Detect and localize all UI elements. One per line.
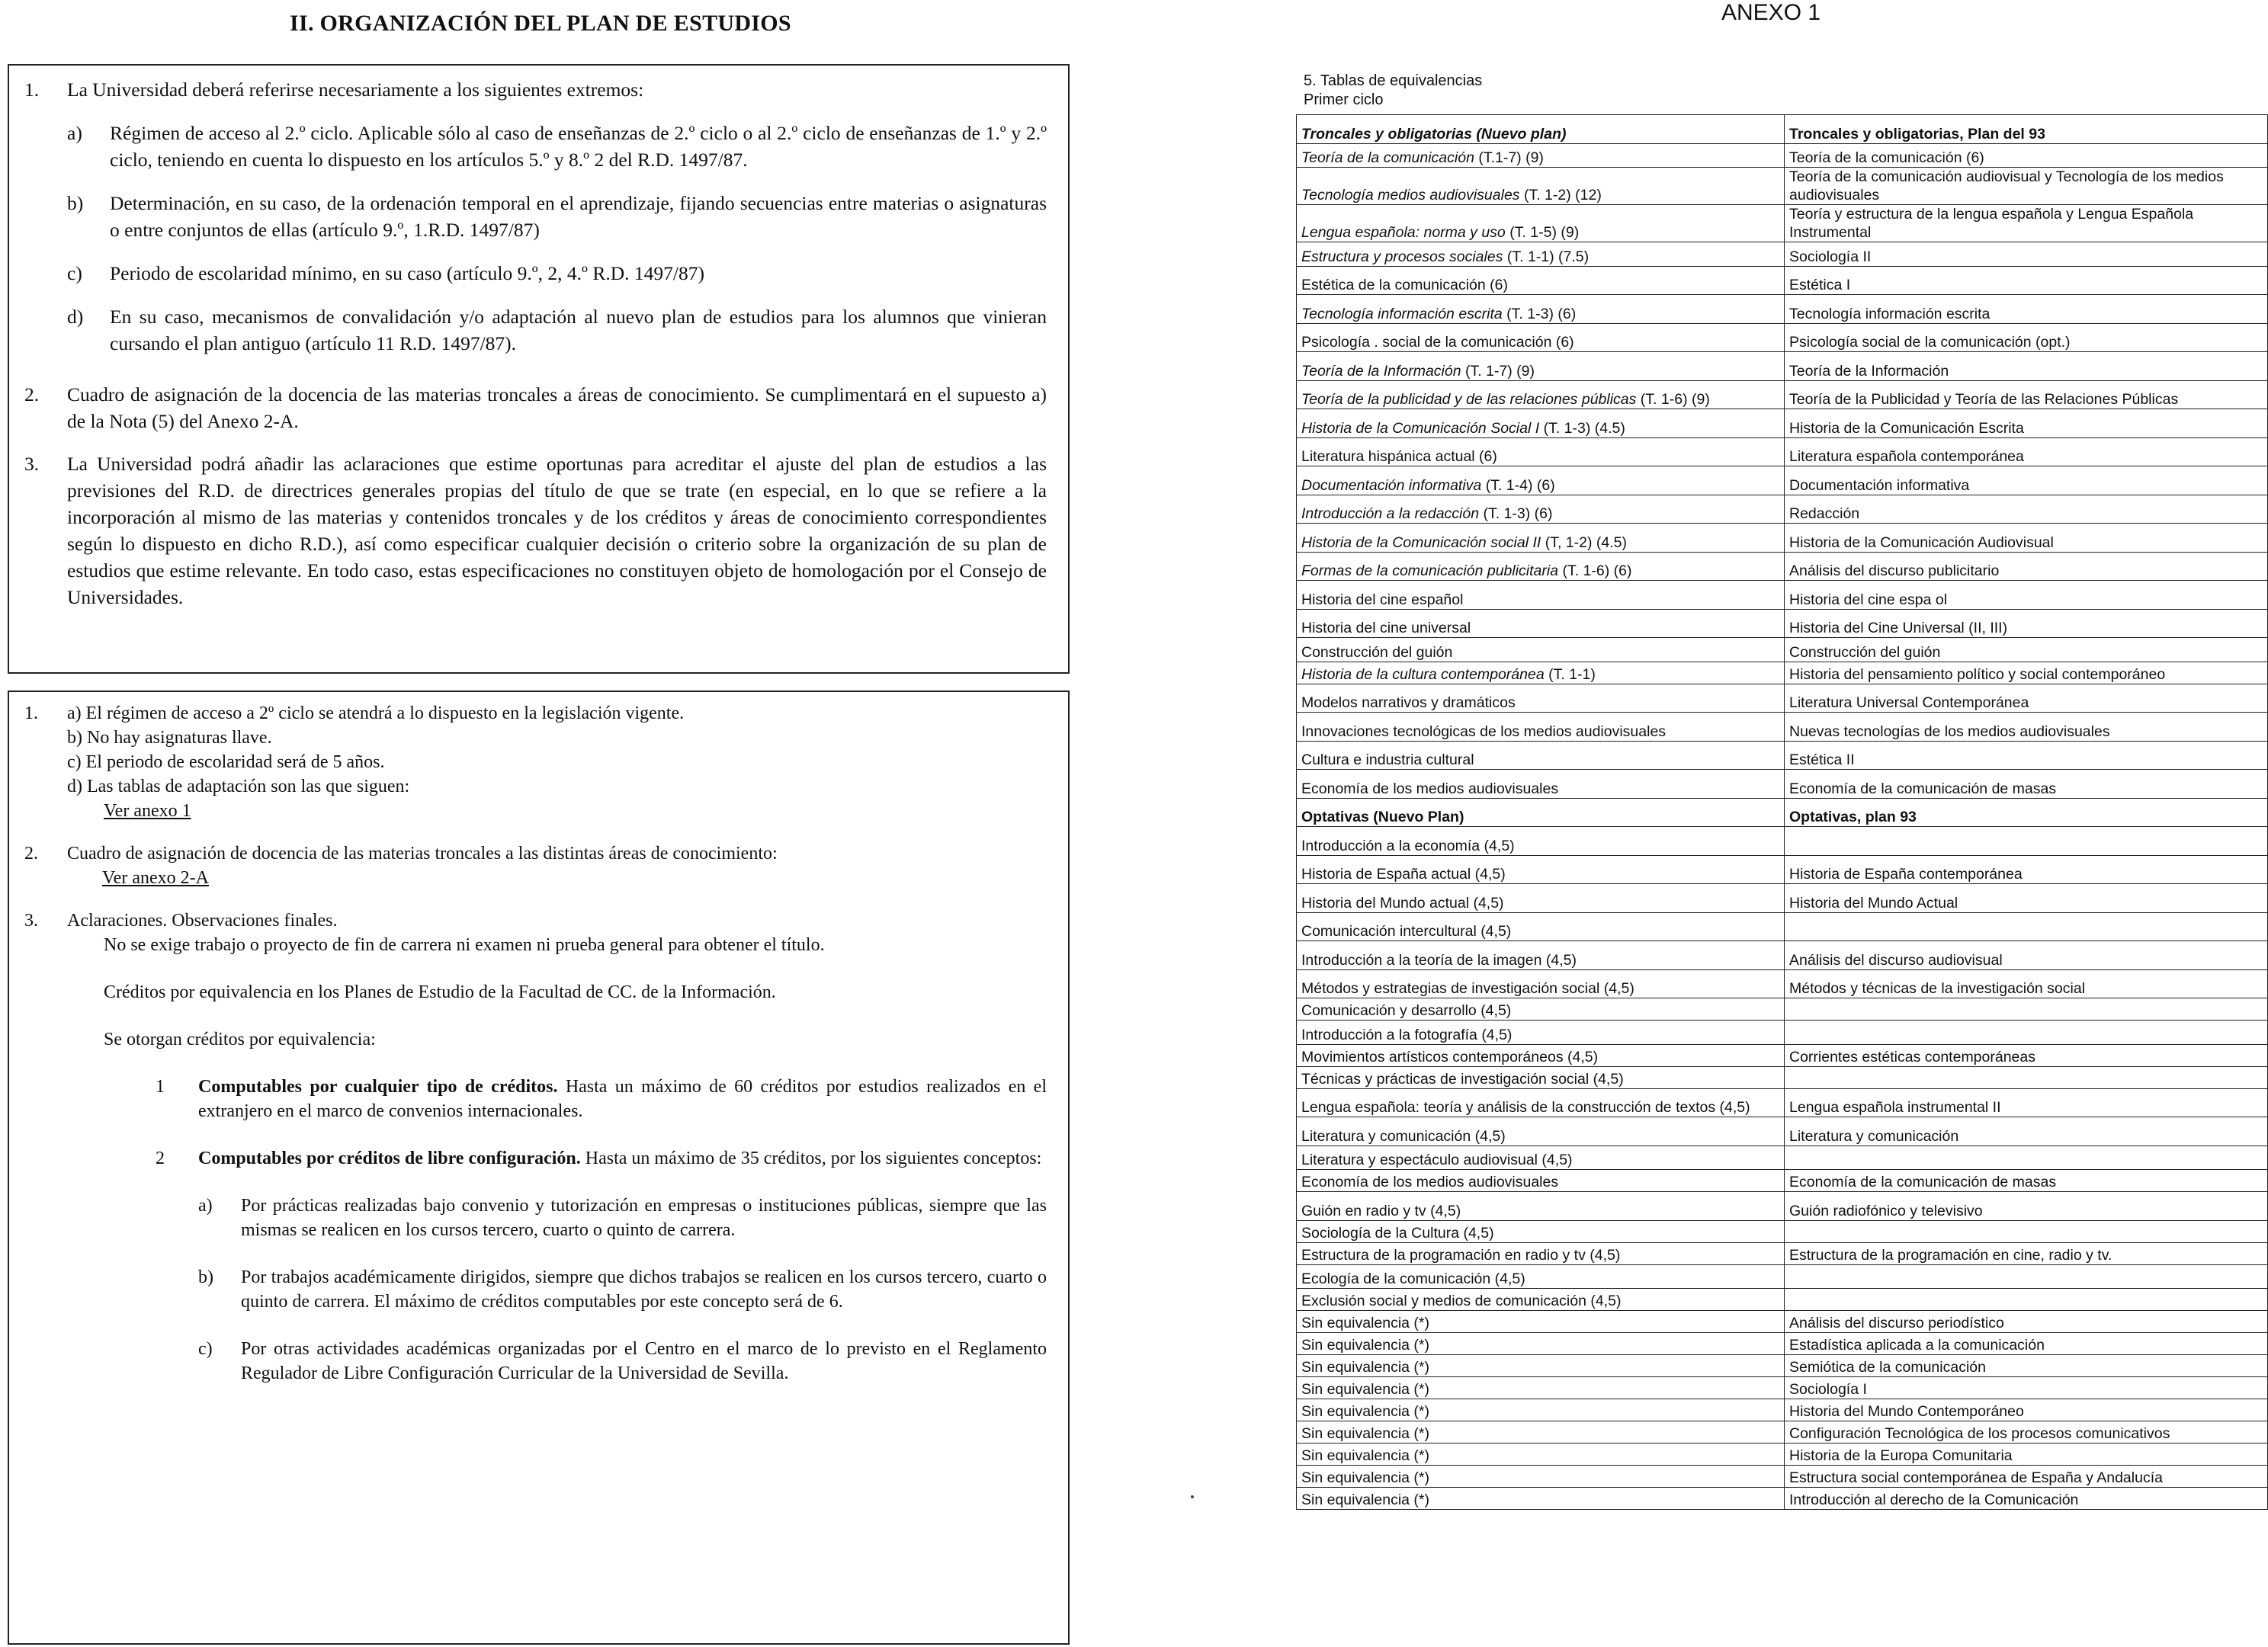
subject-name: Construcción del guión [1301,643,1453,661]
item-text: Cuadro de asignación de la docencia de las materias troncales a áreas de conocimiento. Se cumplimentará en el supuesto a) de la Nota (5) del Anexo 2-A. [67,383,1047,432]
item-number: 3. [24,453,40,475]
new-plan-cell [1297,1242,1785,1264]
subject-name: Estructura y procesos sociales [1301,248,1503,265]
credit-point [156,1075,1047,1123]
old-plan-cell: Troncales y obligatorias, Plan del 93 [1785,115,2268,144]
note-paragraph: Créditos por equivalencia en los Planes de Estudio de la Facultad de CC. de la Información. [104,982,776,1002]
new-plan-cell [1297,662,1785,684]
subject-name: Teoría de la publicidad y de las relaciones públicas [1301,391,1637,408]
old-plan-cell: Historia del Mundo Actual [1785,884,2268,913]
note-paragraph: No se exige trabajo o proyecto de fin de carrera ni examen ni prueba general para obtener el título. [104,935,825,955]
sub-item-letter: a) [67,122,82,144]
subject-name: Economía de los medios audiovisuales [1301,780,1559,797]
table-row [1297,295,2268,324]
new-plan-cell [1297,638,1785,662]
subject-name: Sin equivalencia (*) [1301,1359,1430,1376]
table-row [1297,1264,2268,1289]
subject-name: Lengua española: teoría y análisis de la construcción de textos (4,5) [1301,1099,1750,1116]
old-plan-cell: Configuración Tecnológica de los procesos comunicativos [1785,1421,2268,1444]
subject-name: Sin equivalencia (*) [1301,1403,1430,1420]
instruction-item-2 [24,381,1047,434]
table-row [1297,1220,2268,1242]
subject-name: Sin equivalencia (*) [1301,1447,1430,1464]
table-row [1297,998,2268,1021]
subject-name: Introducción a la economía (4,5) [1301,837,1515,854]
old-plan-cell: Historia de la Comunicación Escrita [1785,409,2268,438]
table-row [1297,662,2268,684]
subject-credits: (T. 1-6) (6) [1558,562,1632,579]
table-row [1297,1044,2268,1066]
table-row [1297,205,2268,242]
table-header-row [1297,115,2268,144]
table-row [1297,168,2268,205]
subject-credits: (T.1-7) (9) [1474,149,1544,166]
subject-name: Sin equivalencia (*) [1301,1337,1430,1354]
old-plan-cell: Economía de la comunicación de masas [1785,770,2268,799]
old-plan-cell: Estructura de la programación en cine, radio y tv. [1785,1242,2268,1264]
answer-item-2 [24,841,1047,890]
old-plan-cell: Historia del pensamiento político y social contemporáneo [1785,662,2268,684]
old-plan-cell: Historia de España contemporánea [1785,855,2268,884]
subject-name: Modelos narrativos y dramáticos [1301,694,1516,711]
table-row [1297,1289,2268,1311]
table-row [1297,1355,2268,1377]
old-plan-cell: Historia del Mundo Contemporáneo [1785,1399,2268,1421]
old-plan-cell [1785,1289,2268,1311]
subject-name: Historia del Mundo actual (4,5) [1301,894,1504,912]
old-plan-cell [1785,1021,2268,1045]
old-plan-cell: Lengua española instrumental II [1785,1088,2268,1117]
table-row [1297,1488,2268,1510]
subject-name: Tecnología medios audiovisuales [1301,187,1520,203]
subject-name: Sociología de la Cultura (4,5) [1301,1224,1494,1242]
table-row [1297,855,2268,884]
new-plan-cell [1297,205,1785,242]
subject-name: Innovaciones tecnológicas de los medios audiovisuales [1301,723,1667,740]
new-plan-cell [1297,1170,1785,1192]
subject-name: Psicología . social de la comunicación (6) [1301,334,1574,351]
old-plan-cell: Optativas, plan 93 [1785,798,2268,827]
instruction-item-1 [24,76,1047,357]
old-plan-cell: Tecnología información escrita [1785,295,2268,324]
subject-name: Comunicación y desarrollo (4,5) [1301,1002,1512,1019]
concept-letter: a) [198,1196,213,1216]
scan-dot [1191,1495,1194,1498]
subject-name: Métodos y estrategias de investigación social (4,5) [1301,980,1634,997]
old-plan-cell: Redacción [1785,495,2268,524]
page-title: II. ORGANIZACIÓN DEL PLAN DE ESTUDIOS [290,11,791,36]
table-row [1297,609,2268,638]
old-plan-cell: Documentación informativa [1785,466,2268,495]
new-plan-cell [1297,1333,1785,1355]
new-plan-cell [1297,1355,1785,1377]
subject-name: Literatura y comunicación (4,5) [1301,1127,1506,1145]
point-body: Hasta un máximo de 60 créditos por estudios realizados en el extranjero en el marco de convenios internacionales. [198,1077,1047,1121]
subject-name: Teoría de la comunicación [1301,149,1474,166]
subject-name: Historia del cine universal [1301,620,1471,636]
old-plan-cell: Historia del cine espa ol [1785,581,2268,610]
new-plan-cell [1297,242,1785,267]
old-plan-cell: Semiótica de la comunicación [1785,1355,2268,1377]
subject-credits: (T. 1-4) (6) [1481,476,1555,494]
concept-text: Por trabajos académicamente dirigidos, siempre que dichos trabajos se realicen en los cursos tercero, cuarto o quinto de carrera. El máximo de créditos computables por este concepto será de 6. [241,1267,1047,1312]
item-number: 1. [24,79,40,101]
new-plan-cell [1297,713,1785,742]
old-plan-cell [1785,912,2268,941]
old-plan-cell: Literatura Universal Contemporánea [1785,684,2268,713]
new-plan-cell [1297,437,1785,466]
new-plan-cell [1297,770,1785,799]
new-plan-cell [1297,1021,1785,1045]
new-plan-cell [1297,1044,1785,1066]
table-row [1297,969,2268,998]
subject-name: Sin equivalencia (*) [1301,1425,1430,1442]
old-plan-cell: Análisis del discurso publicitario [1785,552,2268,581]
item-number: 2. [24,383,40,405]
table-row [1297,1117,2268,1146]
subject-name: Sin equivalencia (*) [1301,1381,1430,1398]
new-plan-cell [1297,323,1785,352]
new-plan-cell [1297,266,1785,295]
table-row [1297,684,2268,713]
old-plan-cell [1785,1066,2268,1088]
table-row [1297,1088,2268,1117]
new-plan-cell [1297,1311,1785,1333]
sub-item-text: Determinación, en su caso, de la ordenación temporal en el aprendizaje, fijando secuencias entre materias o asignaturas o entre conjuntos de ellas (artículo 9.º, 1.R.D. 1497/87) [110,192,1047,241]
table-row [1297,1242,2268,1264]
old-plan-cell: Teoría de la comunicación audiovisual y Tecnología de los medios audiovisuales [1785,168,2268,205]
annex-heading: ANEXO 1 [1721,0,1821,25]
table-row [1297,437,2268,466]
new-plan-cell [1297,409,1785,438]
old-plan-cell [1785,1146,2268,1170]
old-plan-cell: Sociología I [1785,1377,2268,1399]
table-row [1297,242,2268,267]
item-text: Cuadro de asignación de docencia de las materias troncales a las distintas áreas de conocimiento: [67,844,778,864]
subject-credits: (T. 1-5) (9) [1505,224,1580,241]
subject-credits: (T. 1-3) (6) [1479,505,1553,522]
subject-credits: (T. 1-7) (9) [1461,362,1535,380]
subject-name: Sin equivalencia (*) [1301,1469,1430,1486]
subject-name: Formas de la comunicación publicitaria [1301,562,1559,579]
subject-name: Teoría de la Información [1301,362,1461,380]
table-row [1297,770,2268,799]
table-row [1297,1377,2268,1399]
subject-name: Economía de los medios audiovisuales [1301,1174,1559,1190]
new-plan-cell [1297,168,1785,205]
concept-text: Por prácticas realizadas bajo convenio y tutorización en empresas o instituciones públicas, siempre que las mismas se realicen en los cursos tercero, cuarto o quinto de carrera. [241,1196,1047,1240]
subject-name: Literatura hispánica actual (6) [1301,448,1497,465]
subject-name: Literatura y espectáculo audiovisual (4,5) [1301,1152,1573,1168]
table-row [1297,713,2268,742]
old-plan-cell: Estadística aplicada a la comunicación [1785,1333,2268,1355]
table-row [1297,1399,2268,1421]
subject-name: Optativas (Nuevo Plan) [1301,809,1464,825]
table-row [1297,1170,2268,1192]
subject-name: Historia de la Comunicación Social I [1301,419,1540,437]
note-paragraph: Se otorgan créditos por equivalencia: [104,1030,376,1049]
annex-2a-link[interactable]: Ver anexo 2-A [102,868,209,888]
new-plan-cell [1297,1421,1785,1444]
subject-credits: (T. 1-1) [1544,665,1596,683]
old-plan-cell: Análisis del discurso audiovisual [1785,941,2268,970]
concept-item [198,1194,1047,1242]
subject-name: Sin equivalencia (*) [1301,1315,1430,1331]
new-plan-cell [1297,581,1785,610]
table-row [1297,941,2268,970]
subject-name: Cultura e industria cultural [1301,751,1474,768]
sub-item [67,120,1047,173]
new-plan-cell [1297,466,1785,495]
subject-name: Lengua española: norma y uso [1301,224,1506,241]
concept-item [198,1337,1047,1386]
new-plan-cell [1297,295,1785,324]
new-plan-cell [1297,969,1785,998]
table-row [1297,827,2268,856]
equivalence-table [1296,114,2268,1510]
new-plan-cell [1297,380,1785,409]
sub-item [67,260,1047,287]
item-text: La Universidad deberá referirse necesariamente a los siguientes extremos: [67,79,644,101]
subject-name: Historia del cine español [1301,591,1464,608]
subject-name: Estética de la comunicación (6) [1301,277,1508,293]
answers-box [8,691,1070,1645]
old-plan-cell: Historia del Cine Universal (II, III) [1785,609,2268,638]
subject-credits: (T, 1-2) (4.5) [1541,534,1627,551]
table-row [1297,1066,2268,1088]
subject-name: Exclusión social y medios de comunicación (4,5) [1301,1293,1622,1309]
answer-line: a) El régimen de acceso a 2º ciclo se atendrá a lo dispuesto en la legislación vigente. [67,703,685,723]
new-plan-cell [1297,1088,1785,1117]
sub-item-text: Régimen de acceso al 2.º ciclo. Aplicable sólo al caso de enseñanzas de 2.º ciclo o al 2.º ciclo de enseñanzas de 1.º y 2.º ciclo, teniendo en cuenta lo dispuesto en los artículos 5.º y 8.º 2 del R.D. 1497/87. [110,122,1047,171]
concept-letter: c) [198,1339,213,1359]
new-plan-cell [1297,115,1785,144]
subject-name: Guión en radio y tv (4,5) [1301,1202,1461,1219]
old-plan-cell: Literatura española contemporánea [1785,437,2268,466]
item-number: 3. [24,911,38,931]
sub-item-text: Periodo de escolaridad mínimo, en su caso (artículo 9.º, 2, 4.º R.D. 1497/87) [110,262,704,284]
sub-item-letter: d) [67,306,84,328]
table-row [1297,266,2268,295]
old-plan-cell: Psicología social de la comunicación (opt.) [1785,323,2268,352]
new-plan-cell [1297,1289,1785,1311]
caption-line: 5. Tablas de equivalencias [1304,72,1483,89]
table-row [1297,1021,2268,1045]
new-plan-cell [1297,1117,1785,1146]
sub-item-text: En su caso, mecanismos de convalidación y/o adaptación al nuevo plan de estudios para los alumnos que vinieran cursando el plan antiguo (artículo 11 R.D. 1497/87). [110,306,1047,354]
old-plan-cell: Historia de la Europa Comunitaria [1785,1444,2268,1466]
subject-name: Movimientos artísticos contemporáneos (4,5) [1301,1048,1599,1065]
subject-credits: (T. 1-1) (7.5) [1503,248,1590,265]
answer-item-3 [24,908,1047,1386]
sub-item [67,303,1047,357]
new-plan-cell [1297,998,1785,1021]
new-plan-cell [1297,741,1785,770]
new-plan-cell [1297,884,1785,913]
subject-name: Historia de España actual (4,5) [1301,866,1506,883]
new-plan-cell [1297,609,1785,638]
table-row [1297,323,2268,352]
sub-item-letter: c) [67,262,82,284]
item-text: La Universidad podrá añadir las aclaraciones que estime oportunas para acreditar el ajuste del plan de estudios a las previsiones del R.D. de directrices generales propias del título de que se trate (en especial, en lo que se refiere a la incorporación al mismo de las materias y contenidos troncales y de los créditos y áreas de conocimiento correspondientes según lo dispuesto en dicho R.D.), así como especificar cualquier decisión o criterio sobre la organización de su plan de estudios que estime relevante. En todo caso, estas especificaciones no constituyen objeto de homologación por el Consejo de Universidades. [67,453,1047,608]
point-body: Hasta un máximo de 35 créditos, por los siguientes conceptos: [580,1149,1042,1168]
instructions-box [8,64,1070,674]
new-plan-cell [1297,1488,1785,1510]
instruction-item-3 [24,450,1047,610]
new-plan-cell [1297,1192,1785,1221]
table-row [1297,581,2268,610]
sub-item [67,190,1047,243]
new-plan-cell [1297,352,1785,381]
old-plan-cell: Estructura social contemporánea de España y Andalucía [1785,1466,2268,1488]
credit-point [156,1146,1047,1171]
table-header-row [1297,798,2268,827]
table-row [1297,1421,2268,1444]
old-plan-cell: Estética II [1785,741,2268,770]
subject-name: Historia de la Comunicación social II [1301,534,1541,551]
subject-name: Introducción a la redacción [1301,505,1480,522]
table-row [1297,552,2268,581]
old-plan-cell: Corrientes estéticas contemporáneas [1785,1044,2268,1066]
new-plan-cell [1297,1220,1785,1242]
new-plan-cell [1297,1066,1785,1088]
item-number: 1. [24,703,38,723]
new-plan-cell [1297,1444,1785,1466]
table-row [1297,409,2268,438]
table-row [1297,466,2268,495]
point-text [198,1075,1047,1123]
table-row [1297,912,2268,941]
caption-line: Primer ciclo [1304,91,1384,108]
answer-line: c) El periodo de escolaridad será de 5 años. [67,752,385,772]
new-plan-cell [1297,1466,1785,1488]
old-plan-cell: Sociología II [1785,242,2268,267]
subject-credits: (T. 1-3) (6) [1502,305,1577,322]
old-plan-cell: Teoría de la comunicación (6) [1785,143,2268,168]
new-plan-cell [1297,552,1785,581]
subject-name: Historia de la cultura contemporánea [1301,665,1545,683]
table-row [1297,524,2268,553]
subject-credits: (T. 1-6) (9) [1636,391,1710,408]
table-row [1297,1311,2268,1333]
table-row [1297,1444,2268,1466]
subject-name: Comunicación intercultural (4,5) [1301,923,1512,940]
old-plan-cell: Historia de la Comunicación Audiovisual [1785,524,2268,553]
annex-1-link[interactable]: Ver anexo 1 [104,801,191,821]
subject-name: Tecnología información escrita [1301,305,1503,322]
point-heading: Computables por créditos de libre configuración. [198,1149,581,1168]
table-row [1297,143,2268,168]
old-plan-cell: Teoría de la Publicidad y Teoría de las Relaciones Públicas [1785,380,2268,409]
point-text [198,1146,1047,1171]
point-heading: Computables por cualquier tipo de créditos. [198,1077,558,1097]
subject-credits: (T. 1-2) (12) [1519,187,1602,203]
table-row [1297,1333,2268,1355]
table-row [1297,1192,2268,1221]
concept-letter: b) [198,1267,213,1287]
table-row [1297,495,2268,524]
old-plan-cell [1785,827,2268,856]
old-plan-cell: Análisis del discurso periodístico [1785,1311,2268,1333]
subject-name: Introducción a la teoría de la imagen (4,5) [1301,951,1577,969]
table-row [1297,884,2268,913]
item-heading: Aclaraciones. Observaciones finales. [67,911,338,931]
subject-name: Técnicas y prácticas de investigación social (4,5) [1301,1070,1624,1088]
old-plan-cell: Introducción al derecho de la Comunicación [1785,1488,2268,1510]
new-plan-cell [1297,495,1785,524]
old-plan-cell: Literatura y comunicación [1785,1117,2268,1146]
table-caption [1304,72,1482,110]
new-plan-cell [1297,941,1785,970]
new-plan-cell [1297,143,1785,168]
old-plan-cell: Nuevas tecnologías de los medios audiovisuales [1785,713,2268,742]
new-plan-cell [1297,1399,1785,1421]
subject-name: Documentación informativa [1301,476,1482,494]
old-plan-cell [1785,1264,2268,1289]
point-number: 1 [156,1077,165,1097]
table-row [1297,1466,2268,1488]
subject-name: Introducción a la fotografía (4,5) [1301,1026,1513,1043]
new-plan-cell [1297,798,1785,827]
old-plan-cell: Estética I [1785,266,2268,295]
new-plan-cell [1297,912,1785,941]
table-row [1297,741,2268,770]
new-plan-cell [1297,524,1785,553]
new-plan-cell [1297,855,1785,884]
subject-credits: (T. 1-3) (4.5) [1539,419,1625,437]
subject-name: Estructura de la programación en radio y tv (4,5) [1301,1246,1621,1264]
subject-name: Troncales y obligatorias (Nuevo plan) [1301,125,1567,143]
new-plan-cell [1297,1146,1785,1170]
new-plan-cell [1297,1264,1785,1289]
old-plan-cell [1785,998,2268,1021]
subject-name: Sin equivalencia (*) [1301,1492,1430,1508]
answer-item-1 [24,701,1047,823]
old-plan-cell: Economía de la comunicación de masas [1785,1170,2268,1192]
old-plan-cell: Métodos y técnicas de la investigación social [1785,969,2268,998]
answer-line: b) No hay asignaturas llave. [67,728,272,748]
concept-item [198,1265,1047,1314]
point-number: 2 [156,1149,165,1168]
subject-name: Ecología de la comunicación (4,5) [1301,1270,1525,1287]
table-row [1297,352,2268,381]
new-plan-cell [1297,1377,1785,1399]
answer-line: d) Las tablas de adaptación son las que siguen: [67,777,410,796]
new-plan-cell [1297,827,1785,856]
old-plan-cell: Construcción del guión [1785,638,2268,662]
old-plan-cell: Teoría de la Información [1785,352,2268,381]
table-row [1297,1146,2268,1170]
concept-text: Por otras actividades académicas organizadas por el Centro en el marco de lo previsto en el Reglamento Regulador de Libre Configuración Curricular de la Universidad de Sevilla. [241,1339,1047,1383]
sub-item-letter: b) [67,192,84,214]
new-plan-cell [1297,684,1785,713]
old-plan-cell: Guión radiofónico y televisivo [1785,1192,2268,1221]
table-row [1297,638,2268,662]
old-plan-cell: Teoría y estructura de la lengua española y Lengua Española Instrumental [1785,205,2268,242]
item-number: 2. [24,844,38,864]
credit-concepts [156,1194,1047,1386]
table-row [1297,380,2268,409]
old-plan-cell [1785,1220,2268,1242]
